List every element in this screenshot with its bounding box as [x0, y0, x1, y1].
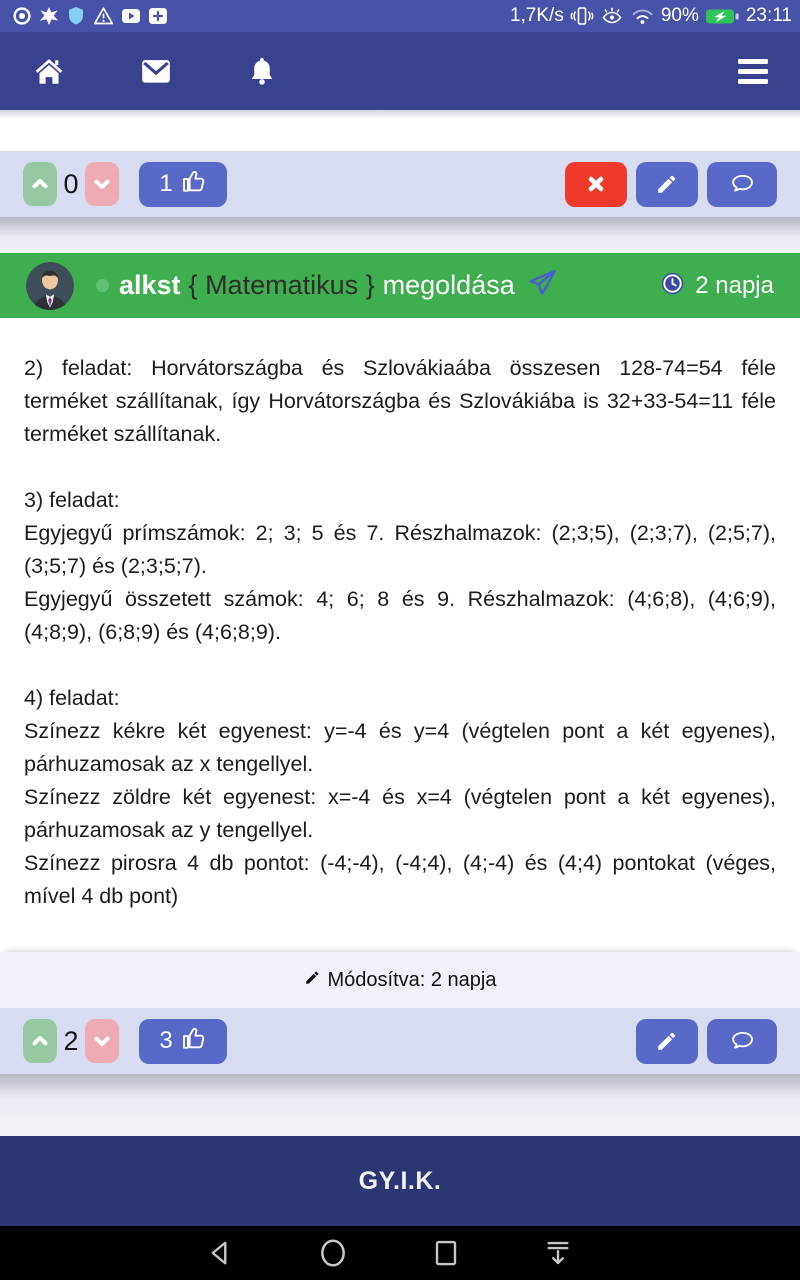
status-time: 23:11 [745, 5, 792, 26]
chrome-icon [12, 6, 32, 26]
eye-comfort-icon [600, 5, 624, 27]
paragraph-line: Egyjegyű prímszámok: 2; 3; 5 és 7. Részhalmazok: (2;3;5), (2;3;7), (2;5;7), (3;5;7) és (2;3;5;7). [24, 521, 776, 578]
wifi-icon [630, 6, 655, 26]
paragraph-3 [24, 682, 776, 913]
android-hide-navbar-button[interactable] [543, 1238, 573, 1268]
paragraph-line: Színezz pirosra 4 db pontot: (-4;-4), (-4;4), (4;-4) és (4;4) pontokat (véges, mível 4 db pont) [24, 851, 776, 908]
page-footer [0, 1136, 800, 1226]
android-home-button[interactable] [317, 1237, 349, 1269]
author-rank: { Matematikus } [188, 270, 375, 300]
like-button[interactable] [139, 162, 227, 207]
battery-percent: 90% [660, 5, 699, 26]
android-recents-button[interactable] [431, 1238, 461, 1268]
answer-header [0, 253, 800, 318]
network-speed: 1,7K/s [509, 5, 564, 26]
faq-link[interactable]: GY.I.K. [358, 1166, 442, 1195]
android-nav-bar [0, 1226, 800, 1280]
modified-bar [0, 952, 800, 1008]
spacer [0, 217, 800, 253]
paragraph-line: Egyjegyű összetett számok: 4; 6; 8 és 9. Részhalmazok: (4;6;8), (4;6;9), (4;8;9), (6;8;9) és (4;6;8;9). [24, 587, 776, 644]
edit-button[interactable] [636, 162, 698, 207]
spacer [0, 110, 800, 151]
downvote-button[interactable] [85, 162, 119, 206]
answer-label: megoldása [382, 270, 515, 300]
battery-charging-icon [705, 8, 740, 25]
modified-label: Módosítva: 2 napja [327, 968, 497, 991]
answer-toolbar-1 [0, 151, 800, 217]
thumbs-up-icon [181, 1025, 207, 1058]
plus-app-icon [148, 6, 168, 26]
author-name[interactable]: alkst [119, 270, 181, 300]
home-icon[interactable] [32, 55, 66, 87]
spacer [0, 1074, 800, 1136]
upvote-button[interactable] [23, 1019, 57, 1063]
menu-icon[interactable] [738, 59, 768, 84]
app-nav-bar [0, 32, 800, 110]
clock-icon [659, 270, 686, 302]
paragraph-line: Színezz zöldre két egyenest: x=-4 és x=4 (végtelen pont a két egyenes), párhuzamosak az y tengellyel. [24, 785, 776, 842]
notification-icons [12, 6, 168, 26]
paragraph-1 [24, 352, 776, 451]
paragraph-2 [24, 484, 776, 649]
edit-button[interactable] [636, 1019, 698, 1064]
paragraph-line: 2) feladat: Horvátországba és Szlovákiaába összesen 128-74=54 féle terméket szállítanak, így Horvátországba és Szlovákiába is 32+33-54=11 féle terméket szállítanak. [24, 356, 776, 446]
bell-icon[interactable] [246, 54, 278, 88]
downvote-button[interactable] [85, 1019, 119, 1063]
like-count: 3 [159, 1027, 173, 1054]
comment-button[interactable] [707, 162, 777, 207]
status-indicators [510, 5, 792, 27]
thumbs-up-icon [181, 168, 207, 201]
answer-body [0, 318, 800, 952]
vote-score: 0 [63, 168, 79, 199]
android-back-button[interactable] [205, 1238, 235, 1268]
shield-icon [66, 6, 86, 26]
vote-score: 2 [63, 1025, 79, 1056]
warning-icon [93, 6, 114, 26]
paragraph-line: Színezz kékre két egyenest: y=-4 és y=4 (végtelen pont a két egyenes), párhuzamosak az x tengellyel. [24, 719, 776, 776]
like-button[interactable] [139, 1019, 227, 1064]
comment-button[interactable] [707, 1019, 777, 1064]
delete-button[interactable] [565, 162, 627, 207]
youtube-icon [121, 6, 141, 26]
avatar[interactable] [26, 262, 74, 310]
paper-plane-icon [525, 267, 559, 304]
vibrate-icon [570, 5, 594, 27]
status-bar [0, 0, 800, 32]
avast-icon [39, 6, 59, 26]
paragraph-line: 4) feladat: [24, 686, 120, 710]
online-status-dot [96, 279, 109, 292]
mail-icon[interactable] [138, 55, 174, 87]
upvote-button[interactable] [23, 162, 57, 206]
answer-toolbar-2 [0, 1008, 800, 1074]
like-count: 1 [159, 170, 173, 197]
pencil-icon [304, 969, 321, 992]
answer-age: 2 napja [695, 271, 774, 299]
paragraph-line: 3) feladat: [24, 488, 120, 512]
